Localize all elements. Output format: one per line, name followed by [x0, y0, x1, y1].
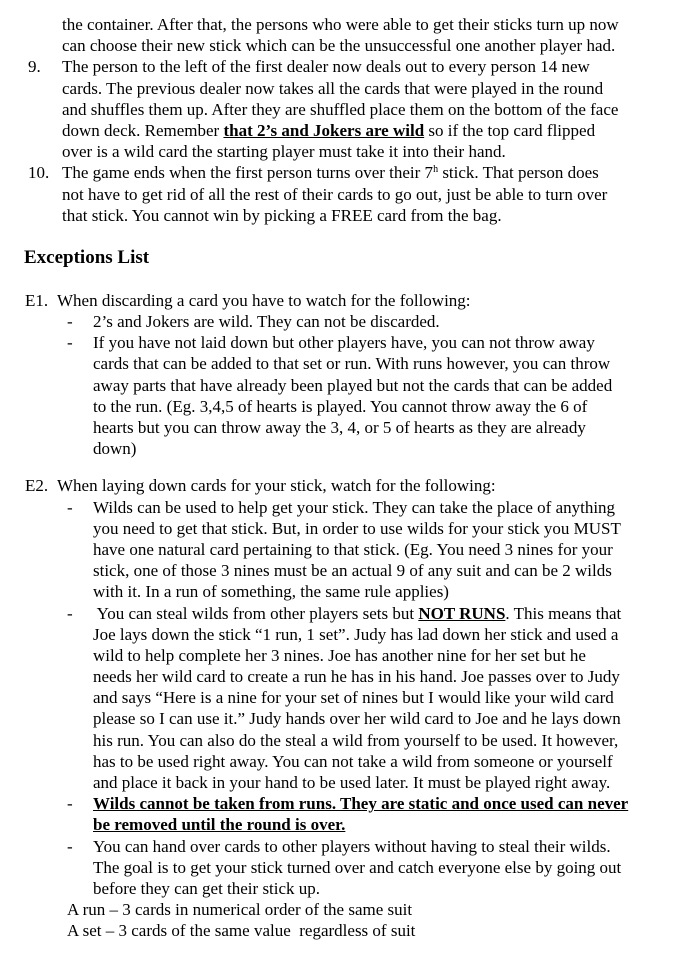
text-segment: cards. The previous dealer now takes all the cards that were played in the round — [62, 78, 604, 98]
bullet-dash: - — [67, 794, 73, 814]
text-segment: h — [433, 164, 439, 176]
text-line — [62, 78, 696, 99]
text-segment: down deck. Remember — [62, 120, 224, 140]
text-line — [93, 878, 696, 899]
text-line — [93, 311, 696, 332]
text-segment: If you have not laid down but other players have, you can not throw away — [93, 333, 595, 353]
text-segment: wild to help complete her 3 nines. Joe has another nine for her set but he — [93, 645, 586, 665]
text-segment: you need to get that stick. But, in order to use wilds for your stick you MUST — [93, 518, 621, 538]
text-segment: A set – 3 cards of the same value regardless of suit — [67, 921, 416, 941]
text-line — [93, 603, 696, 624]
text-line — [93, 539, 696, 560]
exception-label: E1. — [25, 290, 49, 310]
text-segment: When laying down cards for your stick, watch for the following: — [57, 476, 496, 496]
bullet-item — [0, 497, 696, 603]
text-line — [93, 751, 696, 772]
text-line — [62, 141, 696, 162]
text-segment: stick. That person does — [438, 163, 599, 183]
bullet-item — [0, 311, 696, 332]
text-segment: has to be used right away. You can not take a wild from someone or yourself — [93, 751, 613, 771]
text-segment: over is a wild card the starting player must take it into their hand. — [62, 142, 506, 162]
text-line — [57, 475, 696, 496]
text-segment: that 2’s and Jokers are wild — [223, 120, 425, 140]
text-segment: Wilds can be used to help get your stick. They can take the place of anything — [93, 497, 616, 517]
text-line — [93, 396, 696, 417]
text-segment: The goal is to get your stick turned over and catch everyone else by going out — [93, 857, 622, 877]
text-line — [93, 730, 696, 751]
exception-item — [0, 475, 696, 496]
bullet-item — [0, 793, 696, 835]
bullet-dash: - — [67, 333, 73, 353]
text-line — [93, 836, 696, 857]
text-line — [62, 184, 696, 205]
text-segment: cards that can be added to that set or run. With runs however, you can throw — [93, 354, 611, 374]
text-segment: The person to the left of the first dealer now deals out to every person 14 new — [62, 57, 590, 77]
text-line — [93, 332, 696, 353]
text-segment: not have to get rid of all the rest of their cards to go out, just be able to turn over — [62, 184, 608, 204]
text-segment: stick, one of those 3 nines must be an actual 9 of any suit and can be 2 wilds — [93, 561, 612, 581]
text-line — [93, 353, 696, 374]
bullet-dash: - — [67, 497, 73, 517]
text-segment: with it. In a run of something, the same rule applies) — [93, 582, 449, 602]
text-segment: You can steal wilds from other players sets but — [93, 603, 419, 623]
text-line — [93, 687, 696, 708]
spacer — [0, 270, 696, 290]
text-line — [93, 793, 696, 814]
text-line — [62, 56, 696, 77]
text-line — [62, 162, 696, 183]
exception-item — [0, 290, 696, 311]
text-segment: When discarding a card you have to watch for the following: — [57, 290, 471, 310]
text-segment: down) — [93, 439, 137, 459]
text-line — [93, 497, 696, 518]
bullet-item — [0, 836, 696, 900]
bullet-dash: - — [67, 836, 73, 856]
text-segment: Wilds cannot be taken from runs. They are static and once used can never — [93, 794, 629, 814]
text-line — [93, 857, 696, 878]
text-line — [67, 920, 696, 941]
text-segment: please so I can use it.” Judy hands over her wild card to Joe and he lays down — [93, 709, 621, 729]
text-line — [62, 14, 696, 35]
text-line — [93, 814, 696, 835]
text-line — [62, 99, 696, 120]
text-line — [93, 560, 696, 581]
text-line — [93, 438, 696, 459]
text-line — [57, 290, 696, 311]
section-heading: Exceptions List — [24, 246, 150, 268]
list-number: 9. — [28, 57, 41, 77]
text-segment: away parts that have already been played but not the cards that can be added — [93, 375, 613, 395]
bullet-item — [0, 603, 696, 794]
bullet-dash: - — [67, 603, 73, 623]
text-line — [93, 708, 696, 729]
text-segment: have one natural card pertaining to that stick. (Eg. You need 3 nines for your — [93, 539, 613, 559]
text-segment: and shuffles them up. After they are shuffled place them on the bottom of the face — [62, 99, 619, 119]
text-segment: so if the top card flipped — [424, 120, 596, 140]
text-line — [93, 772, 696, 793]
bullet-item — [0, 332, 696, 459]
text-segment: and says “Here is a nine for your set of nines but I would like your wild card — [93, 688, 614, 708]
text-line — [67, 899, 696, 920]
paragraph — [0, 14, 696, 56]
text-segment: that stick. You cannot win by picking a FREE card from the bag. — [62, 205, 502, 225]
text-segment: the container. After that, the persons who were able to get their sticks turn up now — [62, 15, 619, 34]
numbered-list-item — [0, 162, 696, 226]
text-line — [93, 417, 696, 438]
text-segment: You can hand over cards to other players without having to steal their wilds. — [93, 836, 611, 856]
text-segment: A run – 3 cards in numerical order of the same suit — [67, 900, 413, 920]
document-content — [0, 14, 696, 942]
text-segment: can choose their new stick which can be the unsuccessful one another player had. — [62, 36, 616, 56]
text-line — [93, 624, 696, 645]
text-segment: The game ends when the first person turns over their 7 — [62, 163, 434, 183]
text-line — [93, 375, 696, 396]
text-segment: his run. You can also do the steal a wild from yourself to be used. It however, — [93, 730, 619, 750]
text-segment: . This means that — [505, 603, 622, 623]
exception-label: E2. — [25, 476, 49, 496]
numbered-list-item — [0, 56, 696, 162]
text-segment: hearts but you can throw away the 3, 4, or 5 of hearts as they are already — [93, 418, 586, 437]
text-line — [93, 666, 696, 687]
text-line — [93, 518, 696, 539]
text-line — [93, 581, 696, 602]
text-segment: NOT RUNS — [418, 603, 506, 623]
text-segment: Joe lays down the stick “1 run, 1 set”. Judy has lad down her stick and used a — [93, 624, 619, 644]
spacer — [0, 459, 696, 475]
text-segment: needs her wild card to create a run he has in his hand. Joe passes over to Judy — [93, 667, 620, 687]
list-number: 10. — [28, 163, 50, 183]
text-segment: before they can get their stick up. — [93, 878, 321, 898]
bullet-dash: - — [67, 312, 73, 332]
text-line — [62, 205, 696, 226]
text-segment: to the run. (Eg. 3,4,5 of hearts is played. You cannot throw away the 6 of — [93, 396, 588, 416]
spacer — [0, 226, 696, 246]
text-line — [62, 35, 696, 56]
text-segment: be removed until the round is over. — [93, 815, 346, 835]
text-segment: and place it back in your hand to be used later. It must be played right away. — [93, 773, 611, 792]
text-segment: 2’s and Jokers are wild. They can not be discarded. — [93, 312, 440, 332]
text-line — [93, 645, 696, 666]
text-line — [62, 120, 696, 141]
definition-lines — [0, 899, 696, 941]
